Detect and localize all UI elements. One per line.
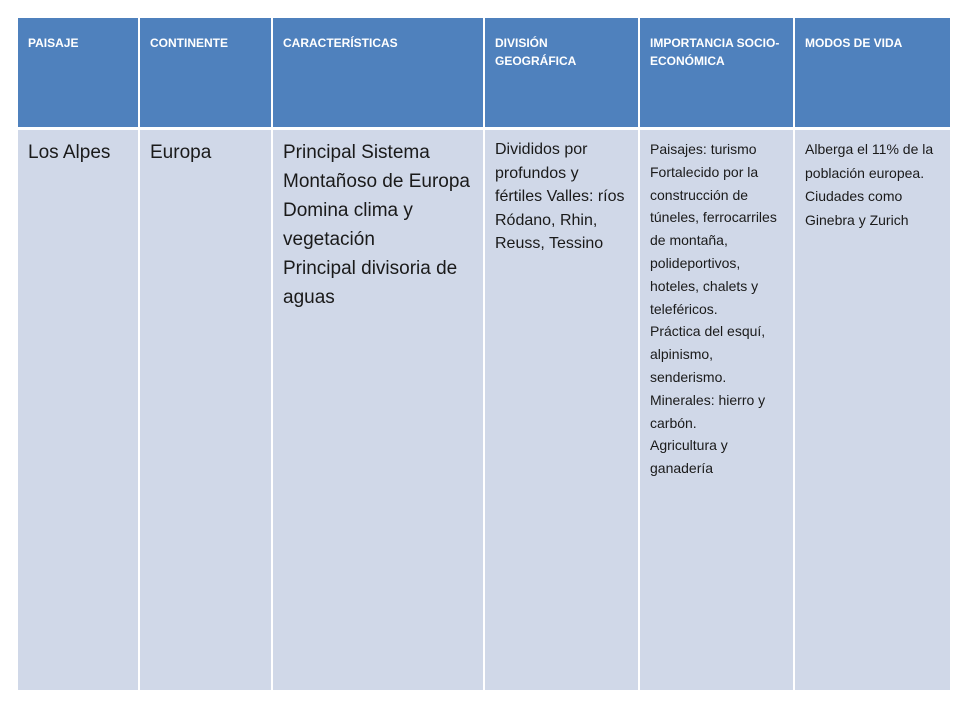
cell-importancia bbox=[639, 129, 794, 691]
cell-modos-de-vida bbox=[794, 129, 950, 691]
importancia-line: Minerales: hierro y carbón. bbox=[650, 391, 766, 431]
header-division-geografica: DIVISIÓN GEOGRÁFICA bbox=[484, 18, 639, 129]
header-caracteristicas: CARACTERÍSTICAS bbox=[272, 18, 484, 129]
paisaje-text: Los Alpes bbox=[28, 142, 111, 163]
modos-line: Alberga el 11% de la población europea. bbox=[805, 141, 934, 181]
cell-caracteristicas bbox=[272, 129, 484, 691]
modos-line: Ciudades como Ginebra y Zurich bbox=[805, 188, 909, 228]
importancia-line: Agricultura y ganadería bbox=[650, 437, 728, 477]
importancia-line: Fortalecido por la construcción de túneles, ferrocarriles de montaña, polideportivos, hoteles, chalets y teleféricos. bbox=[650, 163, 777, 317]
header-paisaje: PAISAJE bbox=[18, 18, 139, 129]
continente-text: Europa bbox=[150, 142, 212, 163]
importancia-line: Paisajes: turismo bbox=[650, 141, 757, 157]
landscape-table bbox=[18, 18, 950, 690]
header-row bbox=[18, 18, 950, 129]
header-modos-de-vida: MODOS DE VIDA bbox=[794, 18, 950, 129]
caracteristica-line: Principal Sistema Montañoso de Europa bbox=[283, 142, 470, 192]
caracteristica-line: Domina clima y vegetación bbox=[283, 200, 413, 250]
header-importancia: IMPORTANCIA SOCIO-ECONÓMICA bbox=[639, 18, 794, 129]
division-text: Divididos por profundos y fértiles Valles: ríos Ródano, Rhin, Reuss, Tessino bbox=[495, 141, 625, 252]
importancia-line: Práctica del esquí, alpinismo, senderismo. bbox=[650, 323, 766, 385]
table-row bbox=[18, 129, 950, 691]
cell-continente bbox=[139, 129, 272, 691]
header-continente: CONTINENTE bbox=[139, 18, 272, 129]
cell-division-geografica bbox=[484, 129, 639, 691]
cell-paisaje bbox=[18, 129, 139, 691]
caracteristica-line: Principal divisoria de aguas bbox=[283, 258, 458, 308]
